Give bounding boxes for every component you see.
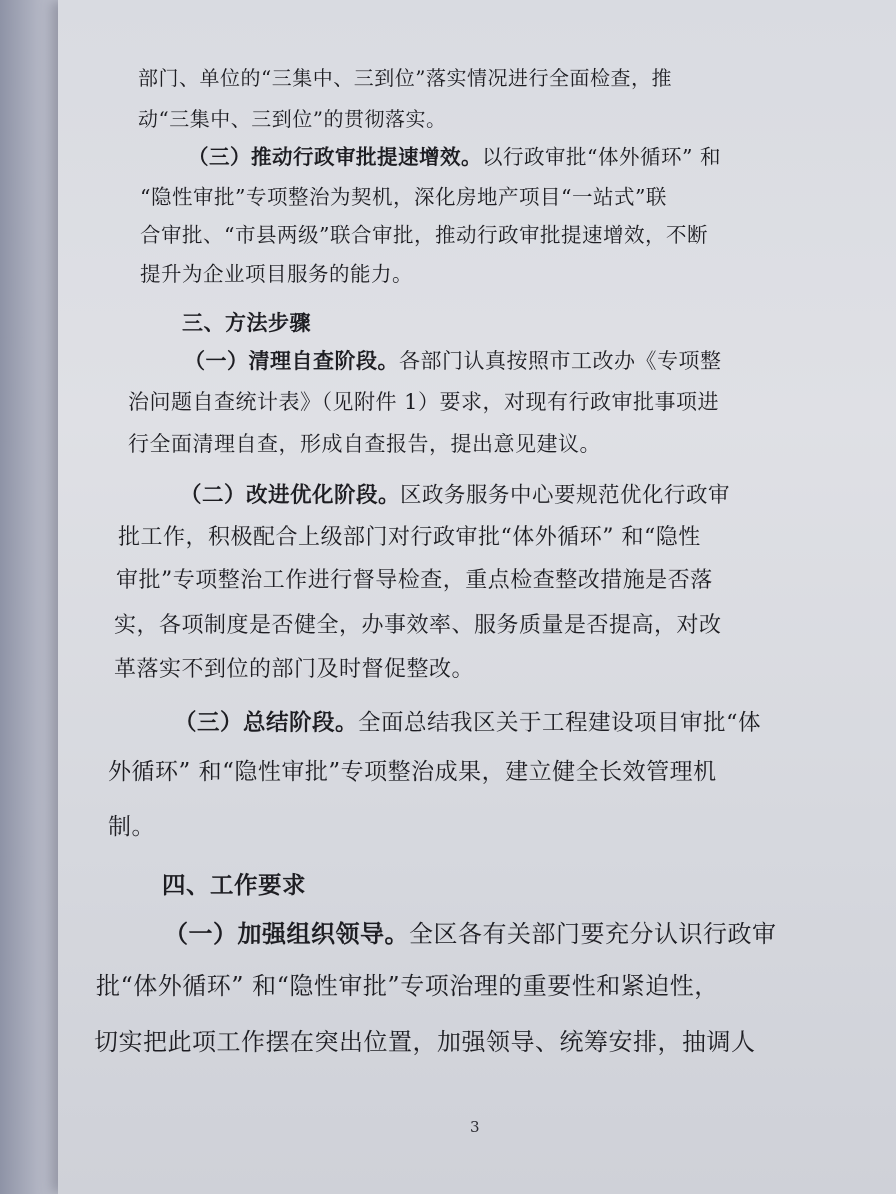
body-line: 切实把此项工作摆在突出位置，加强领导、统筹安排，抽调人 [94, 1028, 756, 1056]
section-heading: （三）推动行政审批提速增效。 [188, 145, 482, 169]
section-line: （一）加强组织领导。全区各有关部门要充分认识行政审 [164, 919, 777, 948]
body-line: 行全面清理自查，形成自查报告，提出意见建议。 [128, 432, 601, 456]
section-heading: （三）总结阶段。 [174, 710, 359, 736]
body-line: 制。 [108, 814, 155, 840]
chapter-heading: 三、方法步骤 [182, 310, 311, 335]
body-line: 革落实不到位的部门及时督促整改。 [114, 657, 475, 682]
chapter-heading: 四、工作要求 [162, 871, 306, 899]
section-line: （二）改进优化阶段。区政务服务中心要规范优化行政审 [180, 483, 731, 508]
page-number: 3 [470, 1118, 480, 1136]
document-page [58, 0, 896, 1194]
body-line: “隐性审批”专项整治为契机，深化房地产项目“一站式”联 [140, 185, 667, 209]
section-line: （一）清理自查阶段。各部门认真按照市工改办《专项整 [184, 348, 722, 373]
body-line: 部门、单位的“三集中、三到位”落实情况进行全面检查，推 [138, 66, 672, 90]
body-line: 批“体外循环” 和“隐性审批”专项治理的重要性和紧迫性， [96, 972, 719, 1000]
body-line: 外循环” 和“隐性审批”专项整治成果，建立健全长效管理机 [108, 759, 717, 785]
body-line: 提升为企业项目服务的能力。 [140, 262, 413, 286]
body-line: 合审批、“市县两级”联合审批，推动行政审批提速增效，不断 [140, 223, 708, 247]
section-heading: （一）清理自查阶段。 [184, 348, 399, 373]
body-line: 批工作，积极配合上级部门对行政审批“体外循环” 和“隐性 [118, 525, 701, 550]
body-line: 实，各项制度是否健全，办事效率、服务质量是否提高，对改 [114, 613, 722, 638]
body-line: 动“三集中、三到位”的贯彻落实。 [138, 107, 447, 131]
body-line: 治问题自查统计表》（见附件 1）要求，对现有行政审批事项进 [128, 390, 720, 414]
section-heading: （一）加强组织领导。 [164, 919, 409, 948]
body-line: 审批”专项整治工作进行督导检查，重点检查整改措施是否落 [116, 568, 713, 593]
section-heading: （二）改进优化阶段。 [180, 483, 401, 508]
section-line: （三）推动行政审批提速增效。以行政审批“体外循环” 和 [188, 145, 721, 169]
section-line: （三）总结阶段。全面总结我区关于工程建设项目审批“体 [174, 710, 762, 736]
